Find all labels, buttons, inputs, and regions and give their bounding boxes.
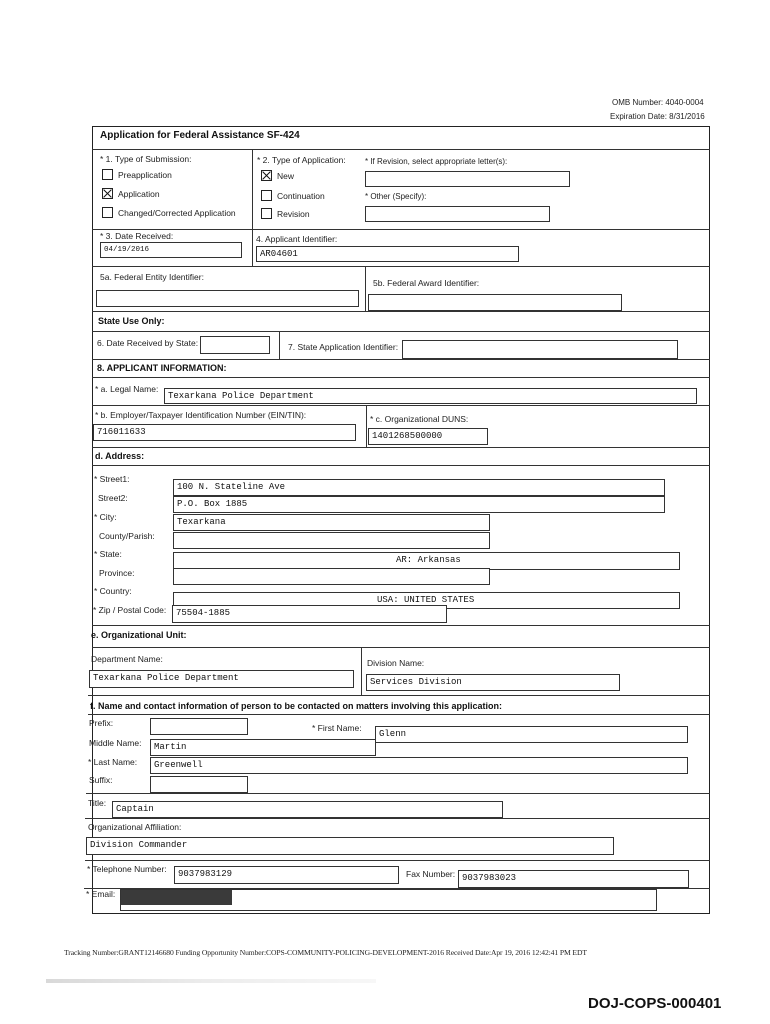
street2-field[interactable]: P.O. Box 1885 [173, 496, 665, 513]
date-received-field[interactable]: 04/19/2016 [100, 242, 242, 258]
street1-field[interactable]: 100 N. Stateline Ave [173, 479, 665, 496]
province-label: Province: [99, 568, 135, 578]
expiration-date: Expiration Date: 8/31/2016 [610, 112, 705, 121]
province-field[interactable] [173, 568, 490, 585]
ein-field[interactable]: 716011633 [93, 424, 356, 441]
prefix-label: Prefix: [89, 718, 114, 728]
department-name-label: Department Name: [91, 654, 163, 664]
title-label: Title: [88, 798, 107, 808]
new-label: New [277, 171, 295, 181]
last-name-label: * Last Name: [88, 757, 138, 767]
address-title: d. Address: [95, 451, 145, 461]
first-name-label: * First Name: [312, 723, 362, 733]
changed-corrected-label: Changed/Corrected Application [118, 208, 236, 218]
preapplication-checkbox[interactable] [102, 169, 113, 180]
last-name-field[interactable]: Greenwell [150, 757, 688, 774]
telephone-field[interactable]: 9037983129 [174, 866, 399, 884]
street2-label: Street2: [98, 493, 128, 503]
omb-number: OMB Number: 4040-0004 [612, 98, 704, 107]
ein-label: * b. Employer/Taxpayer Identification Number (EIN/TIN): [95, 410, 307, 420]
fax-field[interactable]: 9037983023 [458, 870, 689, 888]
applicant-identifier-field[interactable]: AR04601 [256, 246, 519, 262]
street1-label: * Street1: [94, 474, 130, 484]
applicant-identifier-label: 4. Applicant Identifier: [256, 234, 338, 244]
federal-entity-field[interactable] [96, 290, 359, 307]
application-type-label: * 2. Type of Application: [257, 155, 346, 165]
state-app-identifier-label: 7. State Application Identifier: [288, 342, 399, 352]
state-field[interactable]: AR: Arkansas [173, 552, 680, 570]
preapplication-label: Preapplication [118, 170, 172, 180]
county-label: County/Parish: [99, 531, 155, 541]
state-app-identifier-field[interactable] [402, 340, 678, 359]
city-field[interactable]: Texarkana [173, 514, 490, 531]
legal-name-field[interactable]: Texarkana Police Department [164, 388, 697, 404]
date-by-state-label: 6. Date Received by State: [97, 338, 199, 348]
continuation-checkbox[interactable] [261, 190, 272, 201]
contact-title: f. Name and contact information of person to be contacted on matters involving this application: [90, 701, 503, 711]
email-field[interactable] [120, 889, 657, 911]
zip-label: * Zip / Postal Code: [93, 605, 167, 615]
state-label: * State: [94, 549, 122, 559]
revision-letters-label: * If Revision, select appropriate letter(s): [365, 157, 508, 166]
first-name-field[interactable]: Glenn [375, 726, 688, 743]
state-use-title: State Use Only: [98, 316, 165, 326]
division-name-field[interactable]: Services Division [366, 674, 620, 691]
other-specify-field[interactable] [365, 206, 550, 222]
applicant-info-title: 8. APPLICANT INFORMATION: [97, 363, 227, 373]
tracking-line: Tracking Number:GRANT12146680 Funding Opportunity Number:COPS-COMMUNITY-POLICING-DEVELOPMENT-2016 Received Date:Apr 19, 2016 12:42:41 PM EDT [64, 948, 587, 957]
revision-checkbox[interactable] [261, 208, 272, 219]
legal-name-label: * a. Legal Name: [95, 384, 159, 394]
federal-award-label: 5b. Federal Award Identifier: [373, 278, 480, 288]
middle-name-field[interactable]: Martin [150, 739, 376, 756]
continuation-label: Continuation [277, 191, 325, 201]
form-title: Application for Federal Assistance SF-424 [100, 130, 300, 141]
other-specify-label: * Other (Specify): [365, 192, 427, 201]
email-label: * Email: [86, 889, 116, 899]
title-field[interactable]: Captain [112, 801, 503, 818]
application-label: Application [118, 189, 160, 199]
country-field[interactable]: USA: UNITED STATES [173, 592, 680, 609]
fax-label: Fax Number: [406, 869, 456, 879]
prefix-field[interactable] [150, 718, 248, 735]
revision-letters-field[interactable] [365, 171, 570, 187]
date-by-state-field[interactable] [200, 336, 270, 354]
email-redaction [121, 890, 232, 905]
telephone-label: * Telephone Number: [87, 864, 167, 874]
revision-label: Revision [277, 209, 310, 219]
new-checkbox[interactable] [261, 170, 272, 181]
scan-smudge [46, 979, 376, 983]
department-name-field[interactable]: Texarkana Police Department [89, 670, 354, 688]
county-field[interactable] [173, 532, 490, 549]
application-checkbox[interactable] [102, 188, 113, 199]
org-unit-title: e. Organizational Unit: [91, 630, 187, 640]
country-label: * Country: [94, 586, 132, 596]
affiliation-label: Organizational Affiliation: [88, 822, 182, 832]
middle-name-label: Middle Name: [89, 738, 142, 748]
federal-entity-label: 5a. Federal Entity Identifier: [100, 272, 204, 282]
duns-field[interactable]: 1401268500000 [368, 428, 488, 445]
date-received-label: * 3. Date Received: [100, 231, 174, 241]
city-label: * City: [94, 512, 117, 522]
zip-field[interactable]: 75504-1885 [172, 605, 447, 623]
submission-type-label: * 1. Type of Submission: [100, 154, 192, 164]
division-name-label: Division Name: [367, 658, 425, 668]
changed-corrected-checkbox[interactable] [102, 207, 113, 218]
affiliation-field[interactable]: Division Commander [86, 837, 614, 855]
suffix-field[interactable] [150, 776, 248, 793]
duns-label: * c. Organizational DUNS: [370, 414, 469, 424]
federal-award-field[interactable] [368, 294, 622, 311]
suffix-label: Suffix: [89, 775, 113, 785]
bates-number: DOJ-COPS-000401 [588, 995, 722, 1012]
